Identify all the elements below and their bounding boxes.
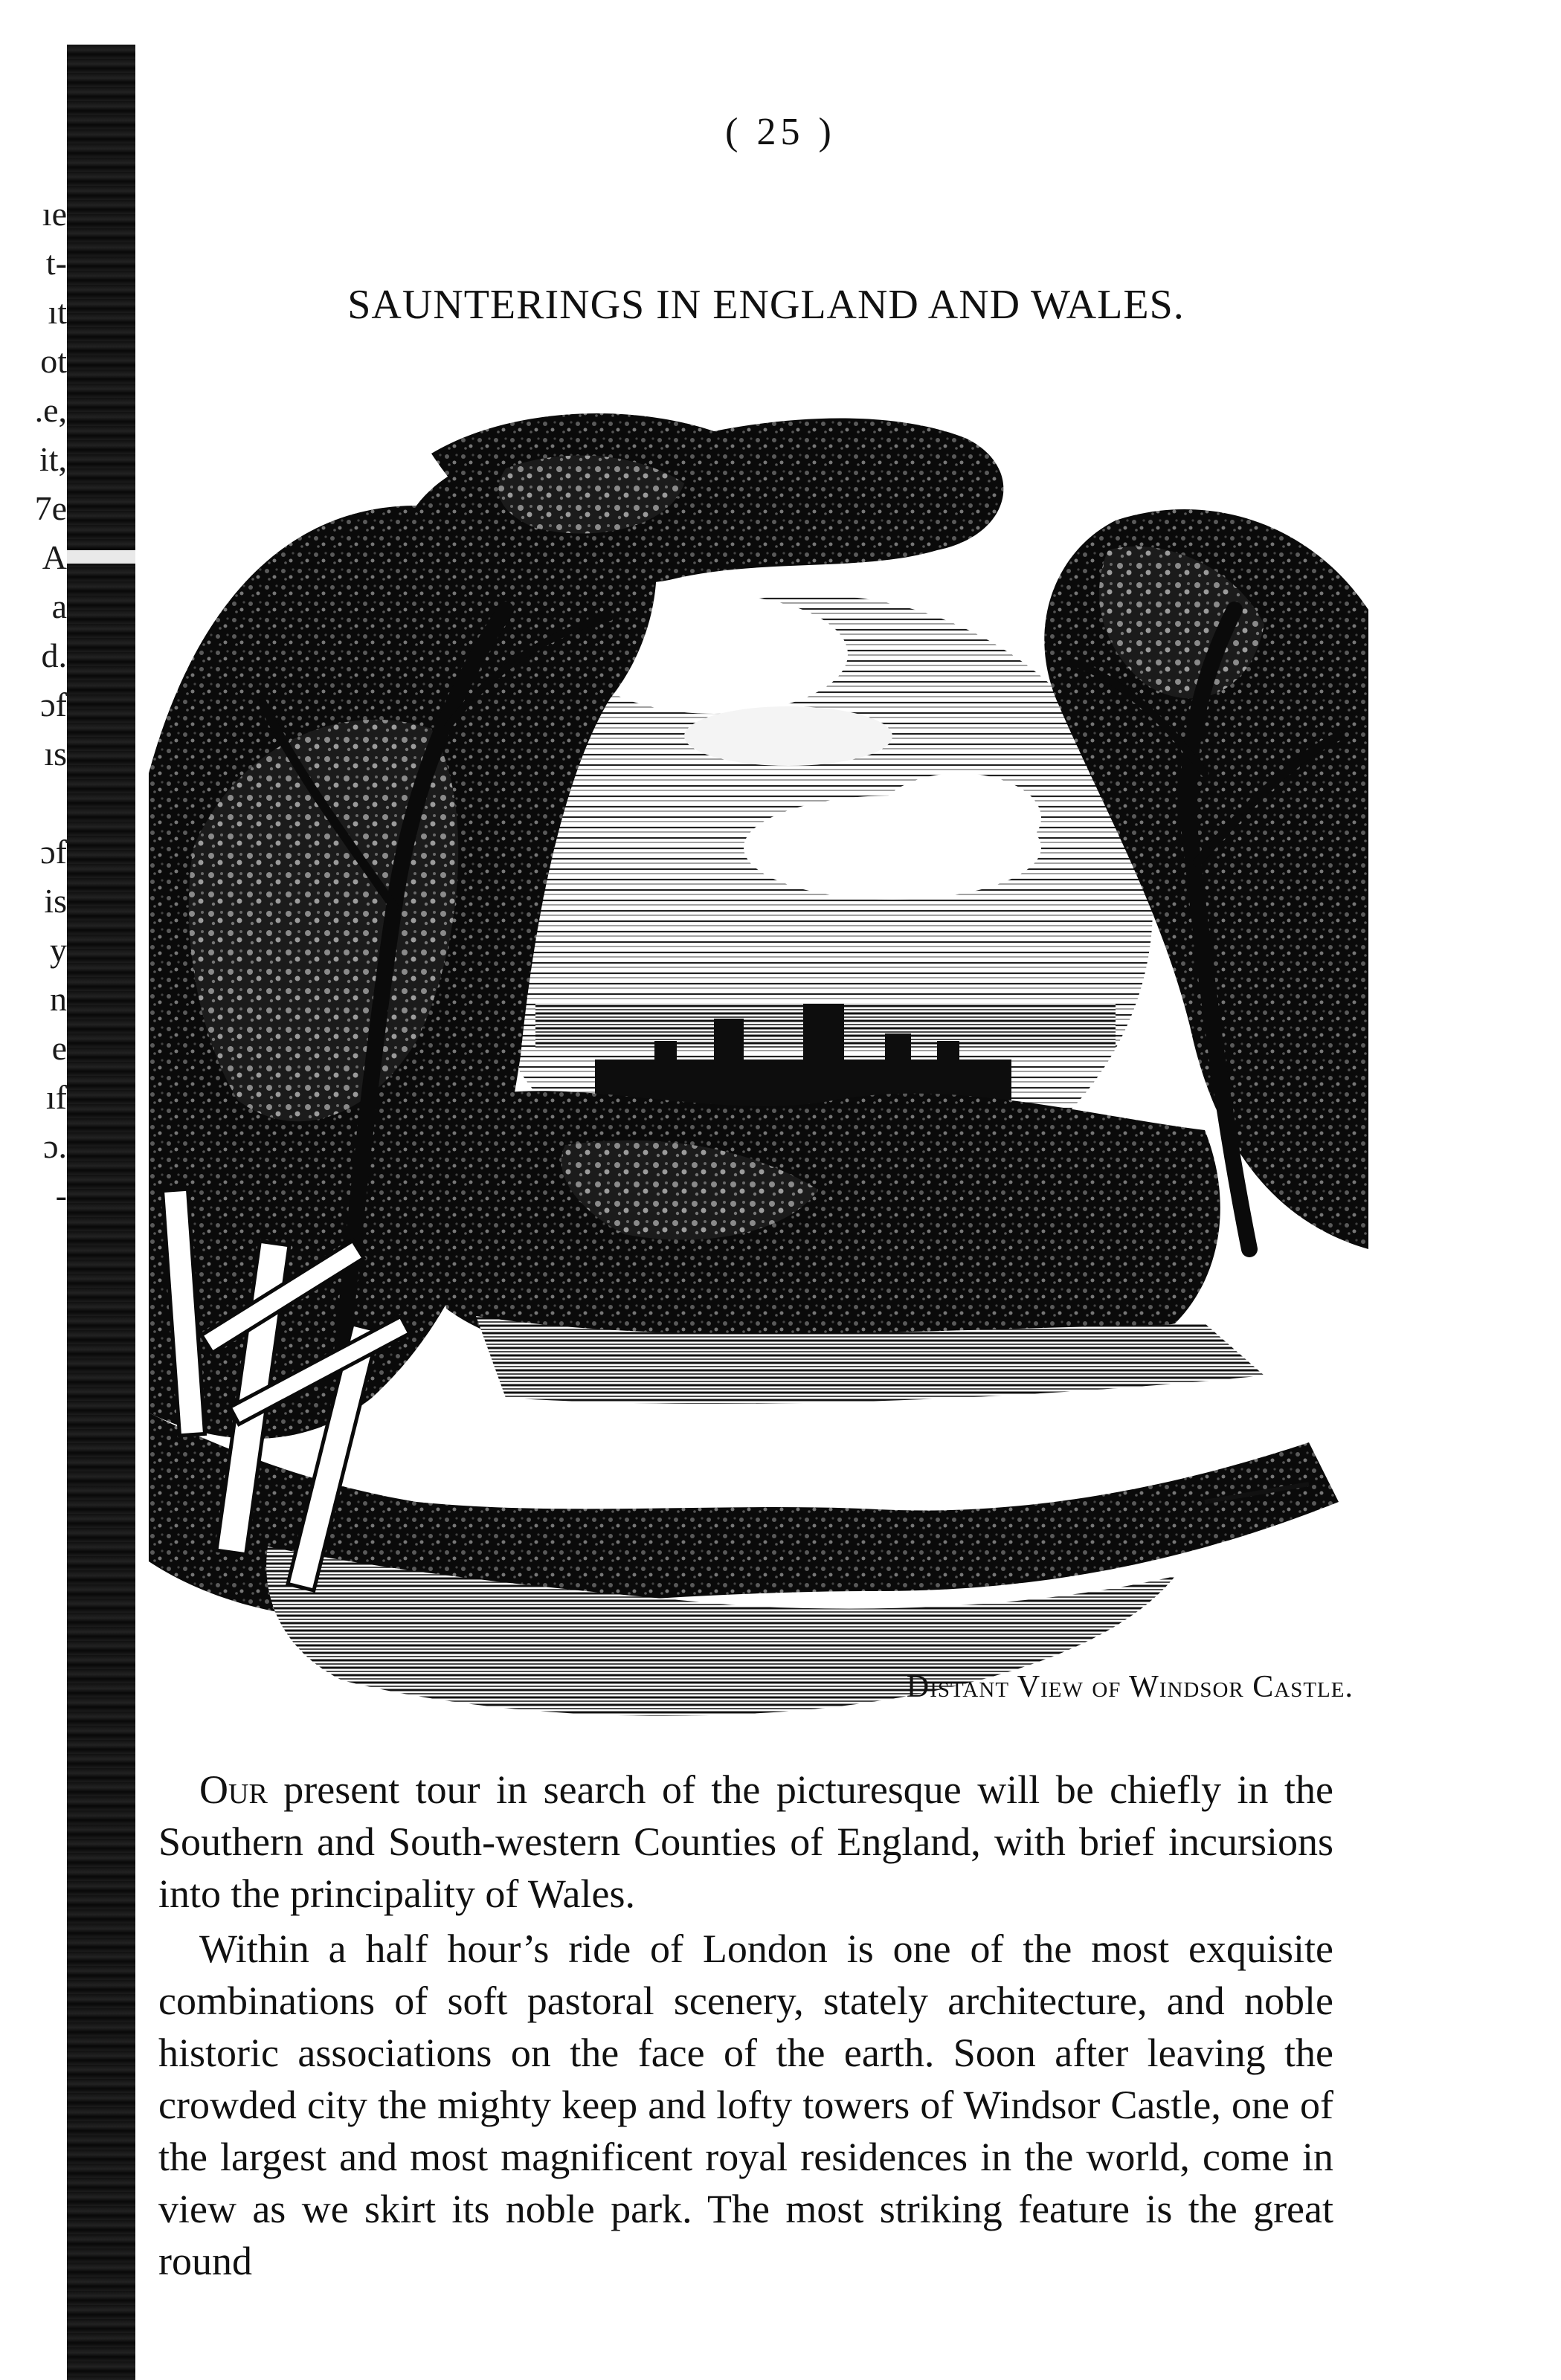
bleed-line: n: [50, 980, 67, 1018]
binding-notch: [67, 550, 135, 564]
bleed-line: ot: [40, 342, 67, 380]
paragraph-text: Within a half hour’s ride of London is one of the most exquisite combinations of soft pastoral scenery, stately architecture, and noble historic associations on the face of the earth. Soon after leaving the crowded city the mighty keep and lofty towers of Windsor Castle, one of the largest and most magnificent royal residences in the world, come in view as we skirt its noble park. The most striking feature is the great round: [158, 1926, 1333, 2283]
bleed-line: 7e: [34, 489, 67, 527]
bleed-line: A: [42, 538, 67, 576]
bleed-line: ɔf: [40, 833, 67, 871]
bleed-line: e: [51, 1029, 67, 1067]
bleed-through-text: [0, 190, 67, 1220]
dropcap-word: Our: [199, 1767, 268, 1812]
bleed-line: -: [55, 1176, 67, 1214]
paragraph-text: present tour in search of the picturesque will be chiefly in the Southern and South-western Counties of England, with brief incursions into the principality of Wales.: [158, 1767, 1333, 1916]
illustration-caption: Distant View of Windsor Castle.: [906, 1670, 1354, 1704]
bleed-line: ıt: [48, 293, 67, 331]
bleed-line: it,: [39, 440, 67, 478]
bleed-line: [0, 778, 67, 828]
bleed-line: .e,: [34, 391, 67, 429]
running-title: SAUNTERINGS IN ENGLAND AND WALES.: [347, 282, 1185, 328]
bleed-line: ıs: [44, 735, 67, 773]
bleed-line: d.: [41, 636, 67, 674]
page-number: ( 25 ): [725, 111, 836, 153]
bleed-line: a: [51, 587, 67, 625]
bleed-line: ıe: [42, 195, 67, 233]
bleed-line: y: [50, 931, 67, 969]
paragraph: [158, 1923, 1333, 2287]
body-text: [158, 1764, 1333, 2287]
bleed-line: ɔ.: [43, 1127, 67, 1165]
windsor-castle-engraving: [149, 387, 1368, 1755]
binding-edge: [67, 45, 135, 2380]
bleed-line: ɔf: [40, 686, 67, 723]
bleed-line: is: [44, 882, 67, 920]
paragraph: [158, 1764, 1333, 1920]
bleed-line: t-: [45, 244, 67, 282]
bleed-line: ıf: [45, 1078, 67, 1116]
